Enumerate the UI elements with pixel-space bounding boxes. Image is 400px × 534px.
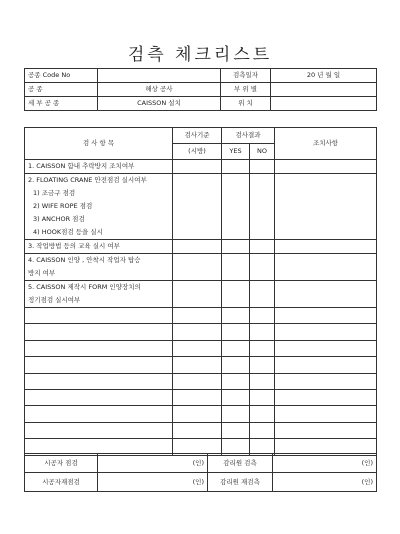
standard-cell[interactable] xyxy=(173,200,222,213)
value-part[interactable] xyxy=(271,83,377,97)
standard-cell[interactable] xyxy=(173,389,222,405)
table-row xyxy=(25,406,377,422)
action-cell[interactable] xyxy=(275,324,377,340)
no-cell[interactable] xyxy=(250,308,275,324)
header-table xyxy=(24,68,377,111)
yes-cell[interactable] xyxy=(222,213,250,226)
standard-cell[interactable] xyxy=(173,281,222,295)
yes-cell[interactable] xyxy=(222,373,250,389)
no-cell[interactable] xyxy=(250,240,275,254)
col-header-action: 조치사항 xyxy=(275,128,377,160)
no-cell[interactable] xyxy=(250,267,275,281)
label-code-no: 공종 Code No xyxy=(25,69,98,83)
item-cell xyxy=(25,389,173,405)
label-supervisor-recheck: 감리원 재검측 xyxy=(208,473,273,492)
yes-cell[interactable] xyxy=(222,281,250,295)
action-cell[interactable] xyxy=(275,174,377,188)
action-cell[interactable] xyxy=(275,406,377,422)
label-detail-work: 세 부 공 종 xyxy=(25,97,98,111)
table-row xyxy=(25,240,377,254)
action-cell[interactable] xyxy=(275,357,377,373)
yes-cell[interactable] xyxy=(222,357,250,373)
table-row xyxy=(25,324,377,340)
action-cell[interactable] xyxy=(275,200,377,213)
standard-cell[interactable] xyxy=(173,324,222,340)
standard-cell[interactable] xyxy=(173,406,222,422)
yes-cell[interactable] xyxy=(222,174,250,188)
col-header-standard: 검사기준 xyxy=(173,128,222,144)
item-cell: 5. CAISSON 제작시 FORM 인양장치의 xyxy=(25,281,173,295)
item-cell: 3. 작업방법 등의 교육 실시 여부 xyxy=(25,240,173,254)
item-cell: 2. FLOATING CRANE 안전점검 실시여부 xyxy=(25,174,173,188)
standard-cell[interactable] xyxy=(173,226,222,240)
action-cell[interactable] xyxy=(275,308,377,324)
label-inspection-date: 검측일자 xyxy=(221,69,271,83)
table-row xyxy=(25,174,377,188)
item-cell: 2) WIFE ROPE 점검 xyxy=(25,200,173,213)
item-cell xyxy=(25,357,173,373)
no-cell[interactable] xyxy=(250,357,275,373)
standard-cell[interactable] xyxy=(173,213,222,226)
action-cell[interactable] xyxy=(275,373,377,389)
item-cell xyxy=(25,324,173,340)
yes-cell[interactable] xyxy=(222,308,250,324)
label-work-type: 공 종 xyxy=(25,83,98,97)
yes-cell[interactable] xyxy=(222,267,250,281)
signoff-table xyxy=(24,453,377,492)
yes-cell[interactable] xyxy=(222,389,250,405)
no-cell[interactable] xyxy=(250,174,275,188)
no-cell[interactable] xyxy=(250,373,275,389)
standard-cell[interactable] xyxy=(173,357,222,373)
value-inspection-date[interactable]: 20 년 월 일 xyxy=(271,69,377,83)
page-title: 검측 체크리스트 xyxy=(127,45,273,65)
table-row xyxy=(25,373,377,389)
item-cell: 4) HOOK점검 등을 실시 xyxy=(25,226,173,240)
item-cell: 1) 조금구 점검 xyxy=(25,187,173,200)
no-cell[interactable] xyxy=(250,254,275,268)
yes-cell[interactable] xyxy=(222,200,250,213)
item-cell: 3) ANCHOR 점검 xyxy=(25,213,173,226)
no-cell[interactable] xyxy=(250,389,275,405)
table-row xyxy=(25,294,377,308)
action-cell[interactable] xyxy=(275,294,377,308)
yes-cell[interactable] xyxy=(222,340,250,356)
table-row xyxy=(25,160,377,174)
no-cell[interactable] xyxy=(250,422,275,438)
label-contractor-recheck: 시공자재점검 xyxy=(25,473,98,492)
no-cell[interactable] xyxy=(250,187,275,200)
seal-supervisor-recheck[interactable]: (인) xyxy=(273,473,377,492)
item-cell xyxy=(25,406,173,422)
standard-cell[interactable] xyxy=(173,240,222,254)
col-header-yes: YES xyxy=(222,144,250,160)
action-cell[interactable] xyxy=(275,340,377,356)
action-cell[interactable] xyxy=(275,422,377,438)
standard-cell[interactable] xyxy=(173,267,222,281)
action-cell[interactable] xyxy=(275,226,377,240)
no-cell[interactable] xyxy=(250,226,275,240)
action-cell[interactable] xyxy=(275,160,377,174)
action-cell[interactable] xyxy=(275,389,377,405)
col-header-result: 검사결과 xyxy=(222,128,275,144)
seal-supervisor-check[interactable]: (인) xyxy=(273,454,377,473)
label-location: 위 치 xyxy=(221,97,271,111)
item-cell xyxy=(25,422,173,438)
table-row xyxy=(25,254,377,268)
standard-cell[interactable] xyxy=(173,187,222,200)
table-row xyxy=(25,267,377,281)
value-code-no[interactable] xyxy=(98,69,221,83)
standard-cell[interactable] xyxy=(173,294,222,308)
table-row xyxy=(25,357,377,373)
col-header-no: NO xyxy=(250,144,275,160)
yes-cell[interactable] xyxy=(222,160,250,174)
label-contractor-check: 시공자 점검 xyxy=(25,454,98,473)
standard-cell[interactable] xyxy=(173,308,222,324)
table-row xyxy=(25,389,377,405)
table-row xyxy=(25,422,377,438)
yes-cell[interactable] xyxy=(222,187,250,200)
item-cell: 방지 여부 xyxy=(25,267,173,281)
table-row xyxy=(25,187,377,200)
standard-cell[interactable] xyxy=(173,422,222,438)
no-cell[interactable] xyxy=(250,340,275,356)
no-cell[interactable] xyxy=(250,200,275,213)
table-row xyxy=(25,281,377,295)
item-cell xyxy=(25,373,173,389)
value-detail-work[interactable]: CAISSON 설치 xyxy=(98,97,221,111)
label-supervisor-check: 감리원 검측 xyxy=(208,454,273,473)
item-cell: 4. CAISSON 인양 , 안착시 작업자 탑승 xyxy=(25,254,173,268)
standard-cell[interactable] xyxy=(173,254,222,268)
standard-cell[interactable] xyxy=(173,373,222,389)
yes-cell[interactable] xyxy=(222,226,250,240)
item-cell: 정기점검 실시여부 xyxy=(25,294,173,308)
value-work-type[interactable]: 해상 공사 xyxy=(98,83,221,97)
table-row xyxy=(25,213,377,226)
table-row xyxy=(25,200,377,213)
table-row xyxy=(25,308,377,324)
standard-cell[interactable] xyxy=(173,340,222,356)
no-cell[interactable] xyxy=(250,213,275,226)
no-cell[interactable] xyxy=(250,294,275,308)
action-cell[interactable] xyxy=(275,281,377,295)
checklist-table xyxy=(24,127,377,456)
label-part: 부 위 별 xyxy=(221,83,271,97)
no-cell[interactable] xyxy=(250,406,275,422)
value-location[interactable] xyxy=(271,97,377,111)
no-cell[interactable] xyxy=(250,324,275,340)
col-header-standard-sub: (시방) xyxy=(173,144,222,160)
action-cell[interactable] xyxy=(275,187,377,200)
action-cell[interactable] xyxy=(275,213,377,226)
table-row xyxy=(25,340,377,356)
seal-contractor-recheck[interactable]: (인) xyxy=(98,473,208,492)
standard-cell[interactable] xyxy=(173,174,222,188)
item-cell: 1. CAISSON 함내 추락방지 조치여부 xyxy=(25,160,173,174)
action-cell[interactable] xyxy=(275,254,377,268)
seal-contractor-check[interactable]: (인) xyxy=(98,454,208,473)
no-cell[interactable] xyxy=(250,160,275,174)
action-cell[interactable] xyxy=(275,240,377,254)
action-cell[interactable] xyxy=(275,267,377,281)
yes-cell[interactable] xyxy=(222,324,250,340)
no-cell[interactable] xyxy=(250,281,275,295)
item-cell xyxy=(25,308,173,324)
yes-cell[interactable] xyxy=(222,406,250,422)
yes-cell[interactable] xyxy=(222,294,250,308)
item-cell xyxy=(25,340,173,356)
table-row xyxy=(25,226,377,240)
yes-cell[interactable] xyxy=(222,254,250,268)
yes-cell[interactable] xyxy=(222,422,250,438)
standard-cell[interactable] xyxy=(173,160,222,174)
col-header-item: 검 사 항 목 xyxy=(25,128,173,160)
yes-cell[interactable] xyxy=(222,240,250,254)
